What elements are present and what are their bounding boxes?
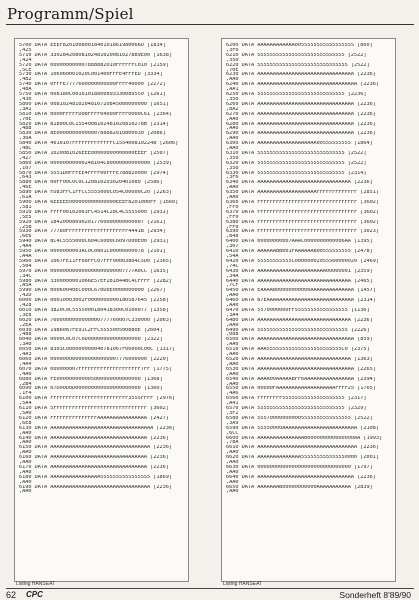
listing-line: 5980 DATA 3300000001066E57EF2818448C4CFFFF [2282] bbox=[19, 278, 173, 284]
listing-line: 6020 DATA 7600000000000000777760007C330000 [2063] bbox=[19, 317, 173, 323]
listing-line: ,AA0 bbox=[19, 469, 32, 475]
listing-column-right bbox=[221, 38, 396, 582]
listing-line: ,2EA bbox=[19, 322, 32, 328]
listing-line: ,A5A bbox=[19, 283, 32, 289]
listing-line: ,AA0 bbox=[226, 322, 239, 328]
listing-line: ,AA0 bbox=[226, 77, 239, 83]
listing-line: ,3F0 bbox=[226, 47, 239, 53]
listing-line: 5720 DATA 000000000007888882010FFFFFFC010 [2159] bbox=[19, 62, 169, 68]
listing-line: 5960 DATA 1067FE11FF68FFC07FFF00003804C5D0 [2365] bbox=[19, 258, 173, 264]
listing-line: 6300 DATA AAAAAAAAAAAAAAAAAAA00555555555 [1864] bbox=[226, 141, 373, 147]
issue-label: Sonderheft 8'89/90 bbox=[339, 590, 411, 600]
listing-line: ,AA0 bbox=[19, 460, 32, 465]
listing-line: 6310 DATA 5555555555555555555555555555 [2522] bbox=[226, 150, 367, 156]
listing-line: 6290 DATA AAAAAAAAAAAAAAAAAAAAAAAAAAAAAAA [2236] bbox=[226, 131, 376, 137]
listing-line: 6610 DATA AAAAAAAAAAAAAAAAAAAAAAAAAAAAAAAA [2236] bbox=[226, 445, 380, 451]
listing-line: ,AA0 bbox=[226, 371, 239, 377]
listing-line: ,AA0 bbox=[226, 146, 239, 151]
listing-line: 6320 DATA 5555555555555555555555555555 [2522] bbox=[226, 160, 367, 166]
listing-line: ,48A bbox=[19, 87, 32, 93]
listing-line: ,3A9 bbox=[226, 420, 239, 426]
listing-caption-left: Listing HANSEAT bbox=[16, 581, 56, 587]
listing-line: ,AA0 bbox=[226, 136, 239, 142]
listing-line: 5920 DATA 184200080902017760000000000007 [2161] bbox=[19, 219, 166, 225]
listing-line: ,FF0 bbox=[226, 224, 239, 230]
listing-line: ,25B bbox=[19, 224, 32, 230]
listing-line: 6260 DATA AAAAAAAAAAAAAAAAAAAAAAAAAAAAAAA [2236] bbox=[226, 101, 376, 107]
listing-line: 6130 DATA AAAAAAAAAAAAAAAAAAAAAAAAAAAAAAAAA [2236] bbox=[19, 425, 176, 431]
listing-line: 6500 DATA AAAAAAAAAAAAAAAAAAAAAAAAAAAAAAA [859] bbox=[226, 337, 373, 343]
listing-line: ,427 bbox=[19, 155, 32, 161]
listing-line: ,2B4 bbox=[19, 381, 32, 387]
listing-line: 6270 DATA AAAAAAAAAAAAAAAAAAAAAAAAAAAAAAA [2236] bbox=[226, 111, 376, 117]
listing-line: ,78A bbox=[226, 440, 239, 446]
listing-line: ,AA0 bbox=[226, 450, 239, 456]
listing-line: 5750 DATA 008180C00101018800893330089550 [1261] bbox=[19, 92, 166, 97]
listing-line: 6350 DATA AAAAAAAAAAAAAAAAAAAFFFFFFFFFFFFF [2851] bbox=[226, 190, 380, 196]
listing-line: 6040 DATA 0000C0C07C0D00000000000000000 [2322] bbox=[19, 337, 163, 343]
listing-line: 6210 DATA 5555555555555555555555555555 [2522] bbox=[226, 52, 367, 58]
listing-line: ,AA0 bbox=[226, 469, 239, 475]
listing-line: ,36A bbox=[19, 136, 32, 142]
listing-line: ,54A bbox=[226, 253, 239, 259]
listing-line: ,4A0 bbox=[19, 371, 32, 377]
listing-line: 6340 DATA AAAAAAAAAAAAAAAAAAAAAAAAAAAAAA [2236] bbox=[226, 180, 373, 186]
listing-line: 6530 DATA AAAAAAAAAAAAAAAAAAAAAAAAAAAAAAA [2265] bbox=[226, 366, 376, 372]
listing-line: 5740 DATA 0FFFE7777600000000000FFFF40000 [2272] bbox=[19, 82, 166, 88]
listing-line: ,4BC bbox=[19, 146, 32, 151]
listing-line: 6120 DATA FFFFFFFFFFFFFFFAAAAAAAAAAAAAAAA [2427] bbox=[19, 415, 169, 421]
listing-line: 6390 DATA FFFFFFFFFFFFFFFFFFFFFFFFFFFFFFFF [3023] bbox=[226, 229, 380, 235]
listing-line: ,AA0 bbox=[19, 479, 32, 485]
listing-line: 5910 DATA FFFF00102063FC4514C28C4C5555000 [2931] bbox=[19, 209, 169, 215]
listing-line: ,4A6 bbox=[226, 391, 239, 397]
listing-line: ,3F2 bbox=[226, 410, 239, 416]
listing-line: ,4A4 bbox=[19, 244, 32, 250]
listing-line: 5850 DATA 1020081026EEE00000000000000EEEF [2507] bbox=[19, 150, 169, 156]
listing-column-left bbox=[14, 38, 189, 582]
listing-line: ,74C bbox=[226, 263, 239, 269]
listing-lines bbox=[19, 43, 186, 494]
listing-line: ,3A1 bbox=[19, 106, 32, 112]
listing-line: 5940 DATA 8C4C5555000C604C6000C6097D00E00 [2931] bbox=[19, 239, 169, 245]
listing-line: 6250 DATA 5555555555555555555555555555 [2236] bbox=[226, 92, 367, 97]
listing-line: 5970 DATA 000000000000000000000007777A0CC [1635] bbox=[19, 268, 169, 274]
listing-line: 6580 DATA 555700000000005555555555555555 [2522] bbox=[226, 415, 373, 421]
listing-line: ,7CF bbox=[226, 283, 239, 289]
listing-line: 6000 DATA 00010003002F0000000000180587645 [2258] bbox=[19, 298, 169, 304]
listing-line: ,AA0 bbox=[19, 489, 32, 495]
listing-line: 5900 DATA 6EEEEE000000000000000EEEF8201000FF [1660] bbox=[19, 200, 179, 205]
page-number: 62 bbox=[6, 590, 17, 600]
listing-line: ,8A2 bbox=[226, 106, 239, 112]
listing-lines bbox=[226, 43, 393, 494]
listing-line: 6230 DATA AAAAAAAAAAAAAAAAAAAAAAAAAAAAAAA [2236] bbox=[226, 72, 376, 78]
listing-line: ,482 bbox=[19, 77, 32, 83]
listing-line: 5700 DATA EEEF8201008001840101861980066D [1834] bbox=[19, 43, 166, 48]
page-footer bbox=[6, 588, 414, 600]
listing-line: 6050 DATA 8303C000000000040781067F06000C00C [1317] bbox=[19, 347, 176, 353]
listing-line: 6010 DATA 3820C0C5555000180418300C0100077 [1358] bbox=[19, 307, 169, 313]
listing-line: 6480 DATA AAAAAAAAAAAAAAAAAAAAAAAAAAAAAA [2236] bbox=[226, 317, 373, 323]
listing-line: ,AA0 bbox=[19, 450, 32, 456]
listing-line: 6620 DATA AAAAAAAAAAAAAA555555555555550000 [2001] bbox=[226, 455, 380, 461]
listing-line: 6440 DATA AAAAAAAAAAAAAAAAAAAAAAAAAAAAAA [2465] bbox=[226, 278, 373, 284]
listing-line: 6650 DATA AAAAAAAB00000000000AAAAAAAAAAA [2839] bbox=[226, 484, 373, 490]
listing-line: 5810 DATA 0000FFFFFD08FFFF04000FFFF0000C61 [2364] bbox=[19, 111, 173, 117]
listing-line: ,107 bbox=[19, 165, 32, 171]
listing-line: ,AA0 bbox=[19, 440, 32, 446]
listing-line: ,AA0 bbox=[226, 195, 239, 200]
listing-line: 5990 DATA 00060040EC000C670D0E0000000000 [2267] bbox=[19, 288, 166, 294]
listing-line: ,AA0 bbox=[226, 116, 239, 122]
listing-line: ,5E5 bbox=[19, 214, 32, 220]
listing-line: 6450 DATA EAAAAB00000000000AAAAAAAAAAAAAA [1457] bbox=[226, 288, 376, 294]
listing-line: 6150 DATA AAAAAAAAAAAAAAAAAAAAAAAAAAAAAAAA [2236] bbox=[19, 445, 173, 451]
listing-caption-right: Listing HANSEAT bbox=[223, 581, 263, 587]
listing-line: ,3A0 bbox=[19, 342, 32, 348]
listing-line: 6630 DATA 000000000000000000000000000000 [1797] bbox=[226, 464, 373, 470]
listing-line: ,AA0 bbox=[19, 430, 32, 436]
listing-line: 6510 DATA AAA555555555555555555555555C0 [2375] bbox=[226, 347, 370, 353]
listing-line: ,FF0 bbox=[226, 214, 239, 220]
listing-line: ,4A3 bbox=[19, 352, 32, 357]
listing-line: 5830 DATA 8E0000000000000788882010800030 [2086] bbox=[19, 131, 166, 137]
listing-line: ,3F6 bbox=[226, 175, 239, 181]
listing-line: ,4A4 bbox=[19, 361, 32, 367]
listing-line: ,6CC bbox=[226, 430, 239, 436]
listing-line: 6140 DATA AAAAAAAAAAAAAAAAAAAAAAAAAAAAAAA [2236] bbox=[19, 435, 169, 441]
listing-line: ,5A4 bbox=[19, 401, 32, 407]
listing-line: 6080 DATA FE000000000005000000000000000 [1368] bbox=[19, 376, 163, 382]
listing-line: ,350 bbox=[226, 96, 239, 102]
listing-line: ,AA0 bbox=[226, 342, 239, 348]
listing-line: ,088 bbox=[226, 332, 239, 338]
listing-line: 6380 DATA FFFFFFFFFFFFFFFFFFFFFFFFFFFFFFFF [3602] bbox=[226, 219, 380, 225]
listing-line: 5800 DATA 0081024810204810720845000000000 [1651] bbox=[19, 101, 169, 107]
listing-line: 6600 DATA AAAAAAAAAAAAAAAB000000000000000AA [1993] bbox=[226, 435, 383, 441]
listing-line: 5710 DATA 33028420808102481020081027889E00 [1638] bbox=[19, 52, 173, 58]
listing-line: 6590 DATA 55550000AAAAAAAAAAAAAAAAAAAAAAAA [2108] bbox=[226, 425, 380, 431]
listing-line: 6070 DATA 000000007FFFFFFFFFFFFFFFFFFFF7FF [1775] bbox=[19, 366, 173, 372]
listing-line: 6170 DATA AAAAAAAAAAAAAAAAAAAAAAAAAAAAAAA [2236] bbox=[19, 464, 169, 470]
listing-line: 6110 DATA 5FFFFFFFFFFFFFFFFFFFFFFFFFFFFFF [3602] bbox=[19, 406, 169, 411]
listing-line: ,425 bbox=[19, 47, 32, 53]
listing-line: 6520 DATA AAAAAAAAAAAAAAAAAAAAAAAAAAAAAA [1363] bbox=[226, 357, 373, 362]
listing-line: 5870 DATA 5551D0FFFEE4FFFF00FFFE788820000 [2974] bbox=[19, 170, 169, 176]
listing-line: ,424 bbox=[19, 57, 32, 63]
listing-line: 6540 DATA AAAA00AAAAABFF6AAAAAAAAAAAAAAAA [2394] bbox=[226, 376, 376, 382]
listing-line: 5890 DATA FD83FFC1FFCC5555000C054C00600C20 [2263] bbox=[19, 190, 173, 196]
listing-line: ,A4A bbox=[19, 253, 32, 259]
listing-line: 6490 DATA 55555555555555555555555555555 [2226] bbox=[226, 327, 370, 333]
listing-line: 6090 DATA 07D00D0D000000000000000000000 [1360] bbox=[19, 386, 163, 392]
listing-line: ,1F4 bbox=[19, 391, 32, 397]
listing-line: ,350 bbox=[226, 165, 239, 171]
listing-line: 6160 DATA AAAAAAAAAAAAAAAAAAAAAAAAAAAAAAA [2236] bbox=[19, 455, 169, 461]
listing-line: 5950 DATA 0000000003AC0C0801C00006000078 [2101] bbox=[19, 249, 166, 254]
listing-line: ,46E bbox=[19, 185, 32, 191]
listing-line: ,AA0 bbox=[226, 303, 239, 308]
listing-line: 6280 DATA AAAAAAAAAAAAAAAAAAAAAAAAAAAAAAA [2236] bbox=[226, 121, 376, 127]
listing-line: ,70E bbox=[19, 116, 32, 122]
listing-line: 6640 DATA AAAAAAAAAAAAAAAAAAAAAAAAAAAAAAA [2236] bbox=[226, 474, 376, 480]
listing-line: 6460 DATA B7EAAAAAAAAAAAAAAAAAAAAAAAAAAAA [2314] bbox=[226, 298, 376, 304]
listing-line: 6400 DATA 00000000007AAAC0000000000006AA [1395] bbox=[226, 239, 373, 245]
listing-line: 5730 DATA 106060001020C001400FFFE4FFFED [3334] bbox=[19, 72, 163, 78]
listing-line: ,AA0 bbox=[226, 352, 239, 357]
listing-line: 6420 DATA 55555555555C00000002055560000020 [2469] bbox=[226, 258, 380, 264]
listing-line: ,61A bbox=[19, 195, 32, 200]
listing-line: ,AA0 bbox=[226, 489, 239, 495]
listing-line: ,488 bbox=[19, 126, 32, 132]
listing-line: ,34C bbox=[19, 273, 32, 279]
listing-line: ,307 bbox=[226, 244, 239, 250]
listing-line: ,AA0 bbox=[226, 361, 239, 367]
listing-line: ,428 bbox=[19, 303, 32, 308]
listing-line: 6060 DATA 0000000000000000000007776000000 [2220] bbox=[19, 357, 169, 362]
listing-line: ,430 bbox=[19, 96, 32, 102]
listing-line: ,AA0 bbox=[226, 460, 239, 465]
listing-line: 6030 DATA 1986087FE91C2FFC555500500880E [2604] bbox=[19, 327, 163, 333]
listing-line: 5930 DATA 77780FFFFFFFFFFFFFFFFFFFF4441B [2934] bbox=[19, 229, 166, 235]
listing-line: ,350 bbox=[226, 155, 239, 161]
listing-line: ,350 bbox=[226, 57, 239, 63]
listing-line: 5880 DATA 00FF00C0C0C120810203020401080 [2586] bbox=[19, 180, 163, 186]
listing-line: ,3A4 bbox=[226, 312, 239, 318]
magazine-logo: CPC bbox=[26, 590, 43, 599]
listing-line: ,643 bbox=[19, 175, 32, 181]
listing-line: ,AA0 bbox=[226, 479, 239, 485]
listing-line: 6470 DATA 5570000000FF55555555555555555 [1136] bbox=[226, 307, 370, 313]
listing-line: ,AA0 bbox=[226, 185, 239, 191]
listing-line: 5840 DATA 4010107FFFFFFFFFFFFFC1554008102248 [2606] bbox=[19, 141, 179, 147]
listing-line: ,42D bbox=[19, 293, 32, 299]
listing-line: ,581 bbox=[19, 204, 32, 210]
listing-line: 6570 DATA 5555555555555555555555555555 [2329] bbox=[226, 406, 367, 411]
listing-line: ,488 bbox=[19, 332, 32, 338]
listing-line: ,AA1 bbox=[226, 87, 239, 93]
listing-line: 6560 DATA FFFFFFFF55555555555555555555 [2317] bbox=[226, 396, 367, 402]
listing-line: 6330 DATA 5555555555555555555555555555 [2314] bbox=[226, 170, 367, 176]
listing-line: ,5CE bbox=[19, 67, 32, 73]
listing-line: 6370 DATA FFFFFFFFFFFFFFFFFFFFFFFFFFFFFFFF [3602] bbox=[226, 209, 380, 215]
listing-line: ,3E8 bbox=[19, 312, 32, 318]
listing-line: ,6E8 bbox=[19, 420, 32, 426]
listing-line: ,6E6 bbox=[19, 234, 32, 240]
listing-line: 6410 DATA AAAAAABB001FAAAAAAB00555555555 [2478] bbox=[226, 249, 373, 254]
listing-line: ,5A0 bbox=[19, 410, 32, 416]
listing-line: 6360 DATA FFFFFFFFFFFFFFFFFFFFFFFFFFFFFFFF [3602] bbox=[226, 200, 380, 205]
listing-line: ,AA0 bbox=[226, 126, 239, 132]
listing-line: 6180 DATA AAAAAAAAAAAAAAAA5555555555555555 [1869] bbox=[19, 474, 173, 480]
listing-line: 5820 DATA 81800C0C1554008102481020810278B [2314] bbox=[19, 121, 169, 127]
listing-line: ,AA0 bbox=[226, 381, 239, 387]
listing-line: ,848 bbox=[226, 234, 239, 240]
listing-line: 6220 DATA 55555555555555555555555555555 [2522] bbox=[226, 62, 370, 68]
listing-line: 6190 DATA AAAAAAAAAAAAAAAAAAAAAAAAAAAAAAAA [2236] bbox=[19, 484, 173, 490]
section-title: Programm/Spiel bbox=[7, 5, 134, 23]
listing-line: ,AA0 bbox=[226, 293, 239, 299]
listing-line: 6430 DATA AAAAAAAAAAAAAAAAAAAAAA00000001 [2359] bbox=[226, 268, 373, 274]
listing-line: ,34A bbox=[226, 273, 239, 279]
listing-line: 6550 DATA 00000FAAAAAAAAAAAAAAAAAAAFFFF25 [1765] bbox=[226, 386, 376, 392]
page-header bbox=[6, 2, 414, 25]
listing-line: 6240 DATA AAAAAAAAAAAAAAAAAAAAAAAAAAAAAAAA [2236] bbox=[226, 82, 380, 88]
listing-line: ,FF0 bbox=[226, 204, 239, 210]
listing-line: 6200 DATA AAAAAAAAAAAA0055555555555555555 [860] bbox=[226, 43, 373, 48]
listing-line: ,70E bbox=[226, 67, 239, 73]
listing-line: 6100 DATA FFFFFFFFFFFFFFFFFFFFFFFFF3555FFFF [2976] bbox=[19, 396, 176, 402]
listing-line: ,A41 bbox=[226, 401, 239, 407]
listing-line: ,504 bbox=[19, 263, 32, 269]
listing-line: 5860 DATA 00000000000248104C80000000000000 [2539] bbox=[19, 160, 173, 166]
